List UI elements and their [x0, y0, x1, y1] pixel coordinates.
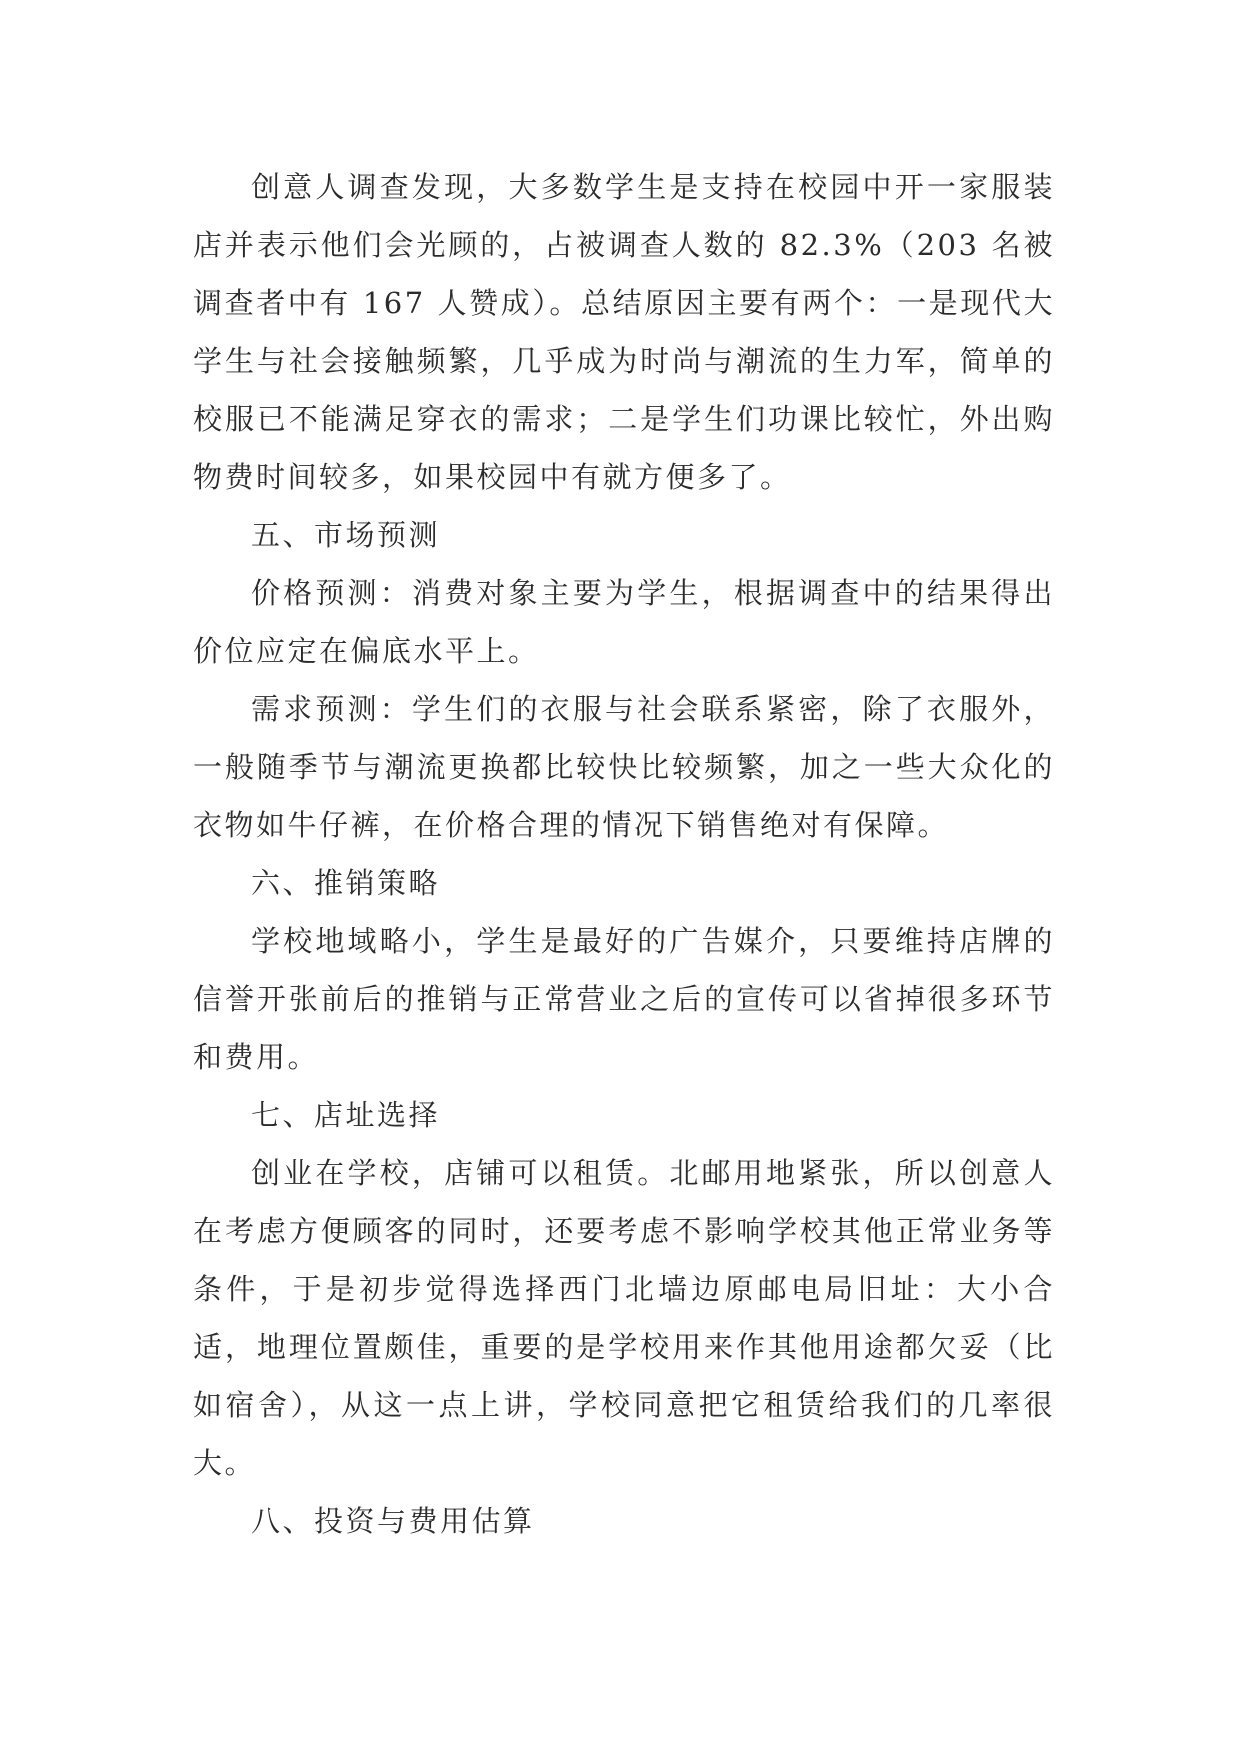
paragraph-survey-findings: 创意人调查发现，大多数学生是支持在校园中开一家服装店并表示他们会光顾的，占被调查人数的 82.3%（203 名被调查者中有 167 人赞成）。总结原因主要有两个：一是现代大学生与社会接触频繁，几乎成为时尚与潮流的生力军，简单的校服已不能满足穿衣的需求；二是学生们功课比较忙，外出购物费时间较多，如果校园中有就方便多了。: [193, 170, 1055, 494]
document-body: [193, 158, 1055, 1550]
paragraph-promotion: 学校地域略小，学生是最好的广告媒介，只要维持店牌的信誉开张前后的推销与正常营业之后的宣传可以省掉很多环节和费用。: [193, 924, 1055, 1074]
heading-promotion-strategy: 六、推销策略: [251, 866, 441, 900]
paragraph-price-forecast: 价格预测：消费对象主要为学生，根据调查中的结果得出价位应定在偏底水平上。: [193, 576, 1055, 668]
heading-market-forecast: 五、市场预测: [251, 518, 441, 552]
heading-store-location: 七、店址选择: [251, 1098, 441, 1132]
paragraph-store-location: 创业在学校，店铺可以租赁。北邮用地紧张，所以创意人在考虑方便顾客的同时，还要考虑不影响学校其他正常业务等条件，于是初步觉得选择西门北墙边原邮电局旧址：大小合适，地理位置颇佳，重要的是学校用来作其他用途都欠妥（比如宿舍），从这一点上讲，学校同意把它租赁给我们的几率很大。: [193, 1156, 1055, 1480]
paragraph-demand-forecast: 需求预测：学生们的衣服与社会联系紧密，除了衣服外，一般随季节与潮流更换都比较快比较频繁，加之一些大众化的衣物如牛仔裤，在价格合理的情况下销售绝对有保障。: [193, 692, 1055, 842]
heading-investment-estimate: 八、投资与费用估算: [251, 1504, 535, 1538]
